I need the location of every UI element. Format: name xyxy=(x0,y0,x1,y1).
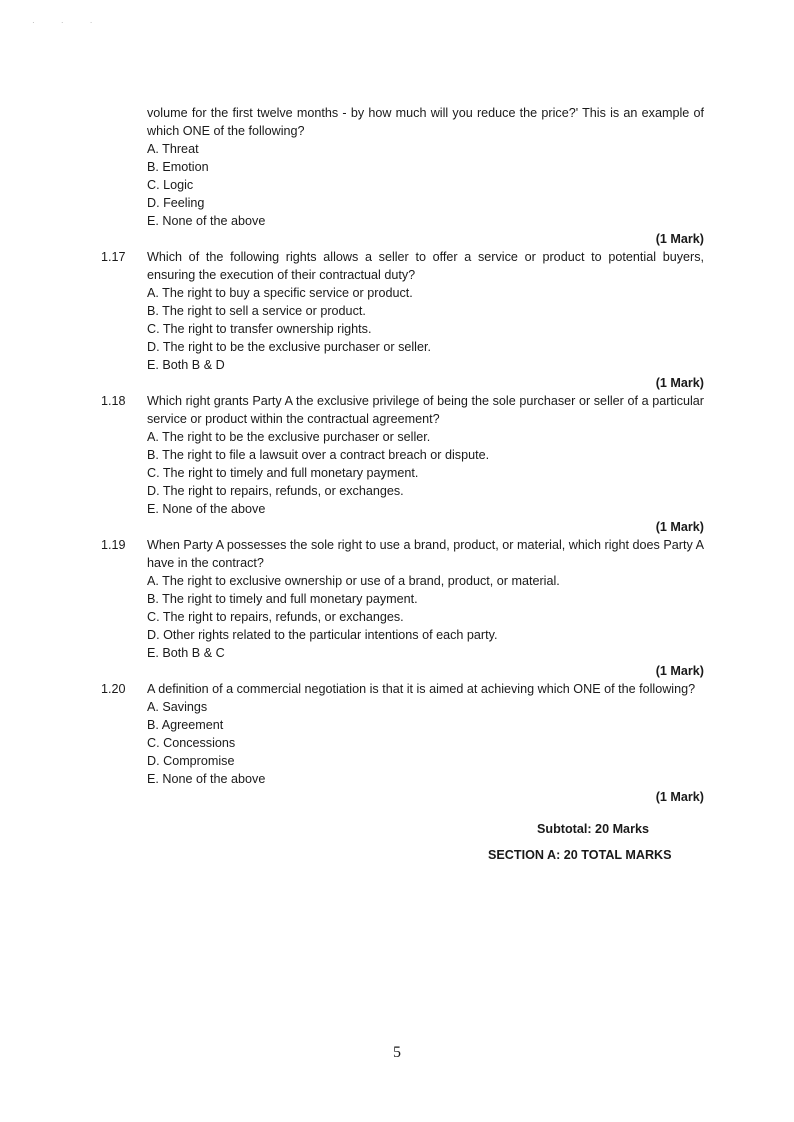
option: E. None of the above xyxy=(147,502,266,516)
question-number: 1.19 xyxy=(101,538,126,552)
question-1-19 xyxy=(101,536,704,662)
option: E. None of the above xyxy=(147,772,266,786)
option: C. The right to timely and full monetary payment. xyxy=(147,466,419,480)
mark-label: (1 Mark) xyxy=(655,232,704,246)
scan-specks: · · · xyxy=(32,18,105,27)
question-1-20 xyxy=(101,680,704,788)
option: B. The right to timely and full monetary payment. xyxy=(147,592,418,606)
option: D. The right to repairs, refunds, or exchanges. xyxy=(147,484,404,498)
page-number: 5 xyxy=(393,1044,401,1061)
option: B. Emotion xyxy=(147,160,209,174)
question-1-16-continued xyxy=(147,104,704,230)
question-text: volume for the first twelve months - by how much will you reduce the price?' This is an example of which ONE of the following? xyxy=(147,106,704,138)
option: B. Agreement xyxy=(147,718,224,732)
exam-content xyxy=(101,104,704,806)
question-number: 1.20 xyxy=(101,682,126,696)
option: A. The right to be the exclusive purchaser or seller. xyxy=(147,430,431,444)
question-1-18 xyxy=(101,392,704,518)
subtotal: Subtotal: 20 Marks xyxy=(537,822,649,836)
option: A. The right to buy a specific service or product. xyxy=(147,286,413,300)
option: D. Compromise xyxy=(147,754,235,768)
mark-label: (1 Mark) xyxy=(655,520,704,534)
mark-label: (1 Mark) xyxy=(655,664,704,678)
mark-label: (1 Mark) xyxy=(655,790,704,804)
mark-label: (1 Mark) xyxy=(655,376,704,390)
question-number: 1.18 xyxy=(101,394,126,408)
question-text: A definition of a commercial negotiation is that it is aimed at achieving which ONE of the following? xyxy=(147,682,696,696)
option: C. The right to transfer ownership rights. xyxy=(147,322,372,336)
option: D. Other rights related to the particular intentions of each party. xyxy=(147,628,498,642)
question-text: Which right grants Party A the exclusive privilege of being the sole purchaser or seller of a particular service or product within the contractual agreement? xyxy=(147,394,704,426)
option: B. The right to sell a service or product. xyxy=(147,304,366,318)
question-1-17 xyxy=(101,248,704,374)
option: C. Concessions xyxy=(147,736,236,750)
option: E. None of the above xyxy=(147,214,266,228)
option: A. Savings xyxy=(147,700,208,714)
question-number: 1.17 xyxy=(101,250,126,264)
option: A. Threat xyxy=(147,142,199,156)
section-total: SECTION A: 20 TOTAL MARKS xyxy=(488,848,672,862)
option: D. The right to be the exclusive purchaser or seller. xyxy=(147,340,431,354)
option: E. Both B & D xyxy=(147,358,225,372)
option: E. Both B & C xyxy=(147,646,225,660)
question-text: When Party A possesses the sole right to use a brand, product, or material, which right does Party A have in the contract? xyxy=(147,538,704,570)
question-text: Which of the following rights allows a seller to offer a service or product to potential buyers, ensuring the execution of their contractual duty? xyxy=(147,250,704,282)
option: C. The right to repairs, refunds, or exchanges. xyxy=(147,610,404,624)
option: B. The right to file a lawsuit over a contract breach or dispute. xyxy=(147,448,490,462)
option: D. Feeling xyxy=(147,196,205,210)
option: C. Logic xyxy=(147,178,194,192)
option: A. The right to exclusive ownership or use of a brand, product, or material. xyxy=(147,574,560,588)
